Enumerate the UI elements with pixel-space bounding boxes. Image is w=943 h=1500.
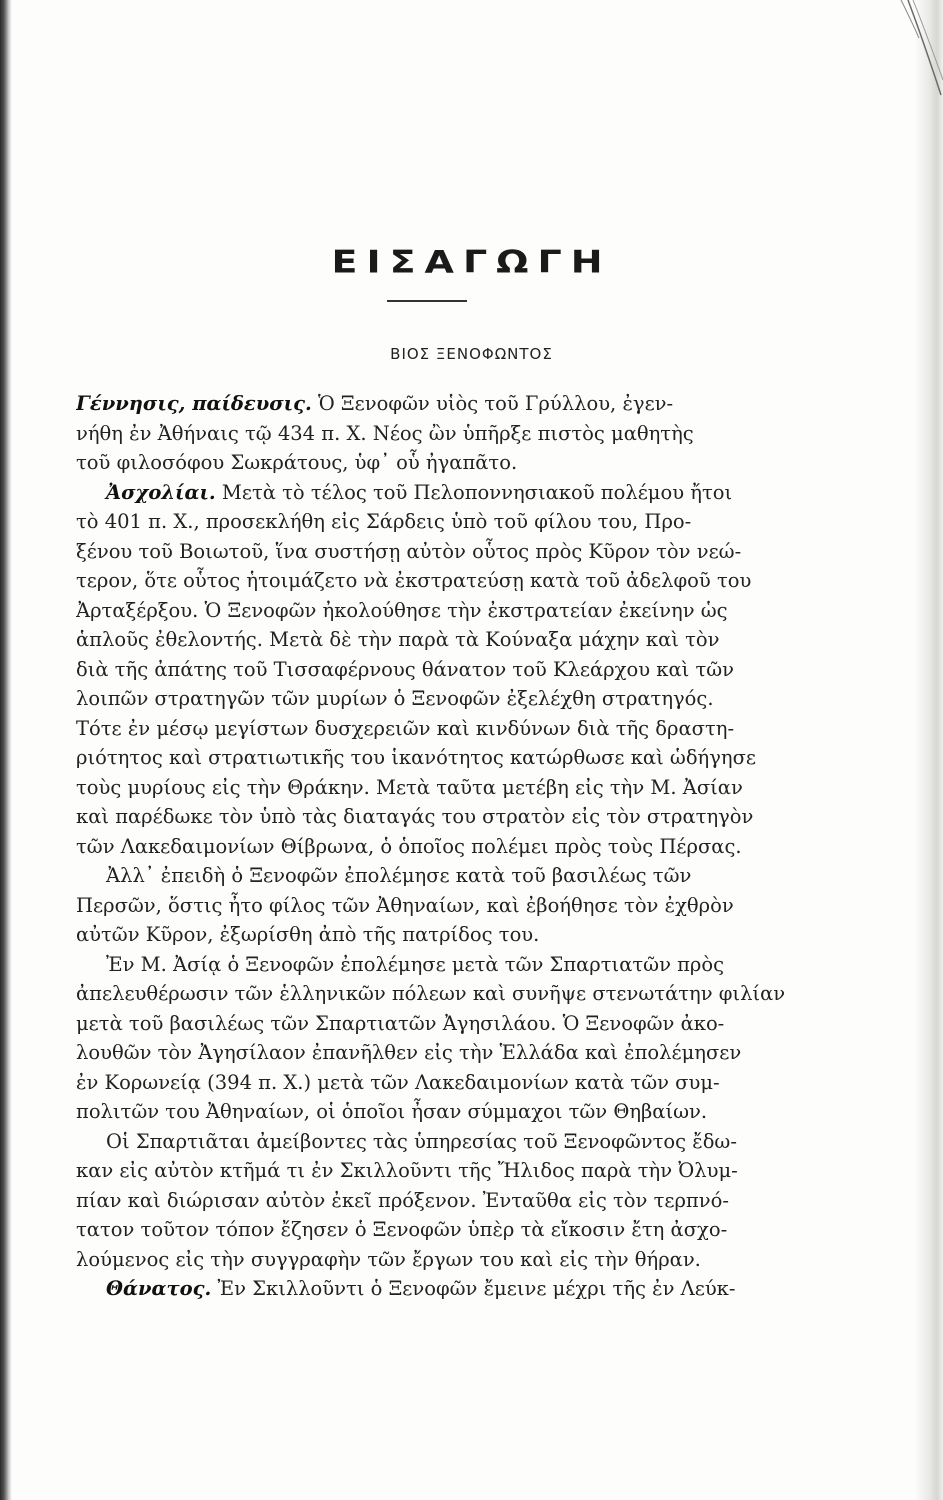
text-line: [76, 1068, 792, 1098]
line-text: Περσῶν, ὅστις ἦτο φίλος τῶν Ἀθηναίων, καὶ ἐβοήθησε τὸν ἐχθρὸν: [76, 893, 734, 917]
body-text: [76, 389, 792, 1304]
text-line: [76, 979, 792, 1009]
line-text: λοιπῶν στρατηγῶν τῶν μυρίων ὁ Ξενοφῶν ἐξελέχθη στρατηγός.: [76, 687, 714, 710]
text-line: [76, 802, 792, 832]
text-line: [76, 1156, 792, 1186]
text-line: [76, 655, 792, 685]
line-text: πολιτῶν του Ἀθηναίων, οἱ ὁποῖοι ἦσαν σύμμαχοι τῶν Θηβαίων.: [76, 1100, 708, 1123]
text-line: [76, 714, 792, 744]
text-line: [76, 537, 792, 567]
text-line: [76, 448, 792, 478]
line-text: Ὁ Ξενοφῶν υἱὸς τοῦ Γρύλλου, ἐγεν-: [311, 392, 674, 415]
line-text: τοὺς μυρίους εἰς τὴν Θράκην. Μετὰ ταῦτα μετέβη εἰς τὴν Μ. Ἀσίαν: [76, 775, 743, 799]
line-text: τῶν Λακεδαιμονίων Θίβρωνα, ὁ ὁποῖος πολέμει πρὸς τοὺς Πέρσας.: [76, 834, 742, 858]
text-line: [76, 507, 792, 537]
text-line: [76, 1038, 792, 1068]
text-line: [76, 419, 792, 449]
line-text: Ἐν Σκιλλοῦντι ὁ Ξενοφῶν ἔμεινε μέχρι τῆς ἐν Λεύκ-: [211, 1277, 736, 1300]
line-text: Οἱ Σπαρτιᾶται ἀμείβοντες τὰς ὑπηρεσίας τοῦ Ξενοφῶντος ἔδω-: [106, 1129, 737, 1153]
line-text: Τότε ἐν μέσῳ μεγίστων δυσχερειῶν καὶ κινδύνων διὰ τῆς δραστη-: [76, 716, 735, 740]
line-text: τὸ 401 π. Χ., προσεκλήθη εἰς Σάρδεις ὑπὸ τοῦ φίλου του, Προ-: [76, 510, 692, 533]
line-text: μετὰ τοῦ βασιλέως τῶν Σπαρτιατῶν Ἀγησιλάου. Ὁ Ξενοφῶν ἀκο-: [76, 1011, 725, 1035]
line-text: καὶ παρέδωκε τὸν ὑπὸ τὰς διαταγάς του στρατὸν εἰς τὸν στρατηγὸν: [76, 805, 754, 828]
text-line: [76, 773, 792, 803]
text-line: [76, 566, 792, 596]
section-heading: Θάνατος.: [106, 1277, 212, 1300]
text-line: [76, 743, 792, 773]
line-text: τατον τοῦτον τόπον ἔζησεν ὁ Ξενοφῶν ὑπὲρ τὰ εἴκοσιν ἔτη ἀσχο-: [76, 1218, 728, 1241]
text-line: [76, 1215, 792, 1245]
text-line: [76, 1245, 792, 1275]
line-text: ἁπλοῦς ἐθελοντής. Μετὰ δὲ τὴν παρὰ τὰ Κούναξα μάχην καὶ τὸν: [76, 628, 720, 651]
line-text: λούμενος εἰς τὴν συγγραφὴν τῶν ἔργων του καὶ εἰς τὴν θήραν.: [76, 1247, 701, 1271]
line-text: ἀπελευθέρωσιν τῶν ἑλληνικῶν πόλεων καὶ συνῆψε στενωτάτην φιλίαν: [76, 982, 786, 1005]
text-line: [76, 1097, 792, 1127]
line-text: λουθῶν τὸν Ἀγησίλαον ἐπανῆλθεν εἰς τὴν Ἑλλάδα καὶ ἐπολέμησεν: [76, 1041, 742, 1064]
line-text: πίαν καὶ διώρισαν αὐτὸν ἐκεῖ πρόξενον. Ἐνταῦθα εἰς τὸν τερπνό-: [76, 1188, 729, 1212]
text-line: [76, 950, 792, 980]
line-text: Μετὰ τὸ τέλος τοῦ Πελοποννησιακοῦ πολέμου ἤτοι: [215, 480, 733, 504]
title-divider: [387, 300, 467, 302]
text-line: [76, 891, 792, 921]
text-line: [76, 1127, 792, 1157]
text-line: [76, 389, 792, 419]
text-line: [76, 596, 792, 626]
page-right-edge: [915, 0, 943, 1500]
page-title: ΕΙΣΑΓΩΓΗ: [331, 243, 612, 281]
page-curl-corner: [853, 0, 943, 110]
text-line: [76, 1009, 792, 1039]
line-text: καν εἰς αὐτὸν κτῆμά τι ἐν Σκιλλοῦντι τῆς Ἤλιδος παρὰ τὴν Ὀλυμ-: [76, 1159, 738, 1182]
line-text: Ἐν Μ. Ἀσίᾳ ὁ Ξενοφῶν ἐπολέμησε μετὰ τῶν Σπαρτιατῶν πρὸς: [106, 952, 725, 976]
line-text: ξένου τοῦ Βοιωτοῦ, ἵνα συστήσῃ αὐτὸν οὗτος πρὸς Κῦρον τὸν νεώ-: [76, 539, 742, 563]
section-heading: Γέννησις, παίδευσις.: [76, 392, 312, 415]
line-text: διὰ τῆς ἀπάτης τοῦ Τισσαφέρνους θάνατον τοῦ Κλεάρχου καὶ τῶν: [76, 657, 735, 681]
line-text: αὐτῶν Κῦρον, ἐξωρίσθη ἀπὸ τῆς πατρίδος του.: [76, 923, 540, 946]
line-text: Ἀρταξέρξου. Ὁ Ξενοφῶν ἠκολούθησε τὴν ἐκστρατείαν ἐκείνην ὡς: [76, 598, 728, 622]
line-text: ἐν Κορωνείᾳ (394 π. Χ.) μετὰ τῶν Λακεδαιμονίων κατὰ τῶν συμ-: [76, 1070, 720, 1094]
line-text: ριότητος καὶ στρατιωτικῆς του ἱκανότητος κατώρθωσε καὶ ὡδήγησε: [76, 746, 756, 769]
text-line: [76, 861, 792, 891]
page-left-edge: [0, 0, 12, 1500]
line-text: τοῦ φιλοσόφου Σωκράτους, ὑφ᾽ οὗ ἠγαπᾶτο.: [76, 451, 518, 474]
section-heading: Ἀσχολίαι.: [106, 480, 216, 504]
text-line: [76, 684, 792, 714]
section-subtitle: ΒΙΟΣ ΞΕΝΟΦΩΝΤΟΣ: [390, 345, 553, 363]
text-line: [76, 1274, 792, 1304]
text-line: [76, 920, 792, 950]
line-text: Ἀλλ᾽ ἐπειδὴ ὁ Ξενοφῶν ἐπολέμησε κατὰ τοῦ βασιλέως τῶν: [106, 864, 692, 887]
line-text: νήθη ἐν Ἀθήναις τῷ 434 π. Χ. Νέος ὢν ὑπῆρξε πιστὸς μαθητὴς: [76, 421, 694, 445]
line-text: τερον, ὅτε οὗτος ἡτοιμάζετο νὰ ἐκστρατεύσῃ κατὰ τοῦ ἀδελφοῦ του: [76, 569, 752, 592]
text-line: [76, 1186, 792, 1216]
text-line: [76, 832, 792, 862]
text-line: [76, 478, 792, 508]
text-line: [76, 625, 792, 655]
